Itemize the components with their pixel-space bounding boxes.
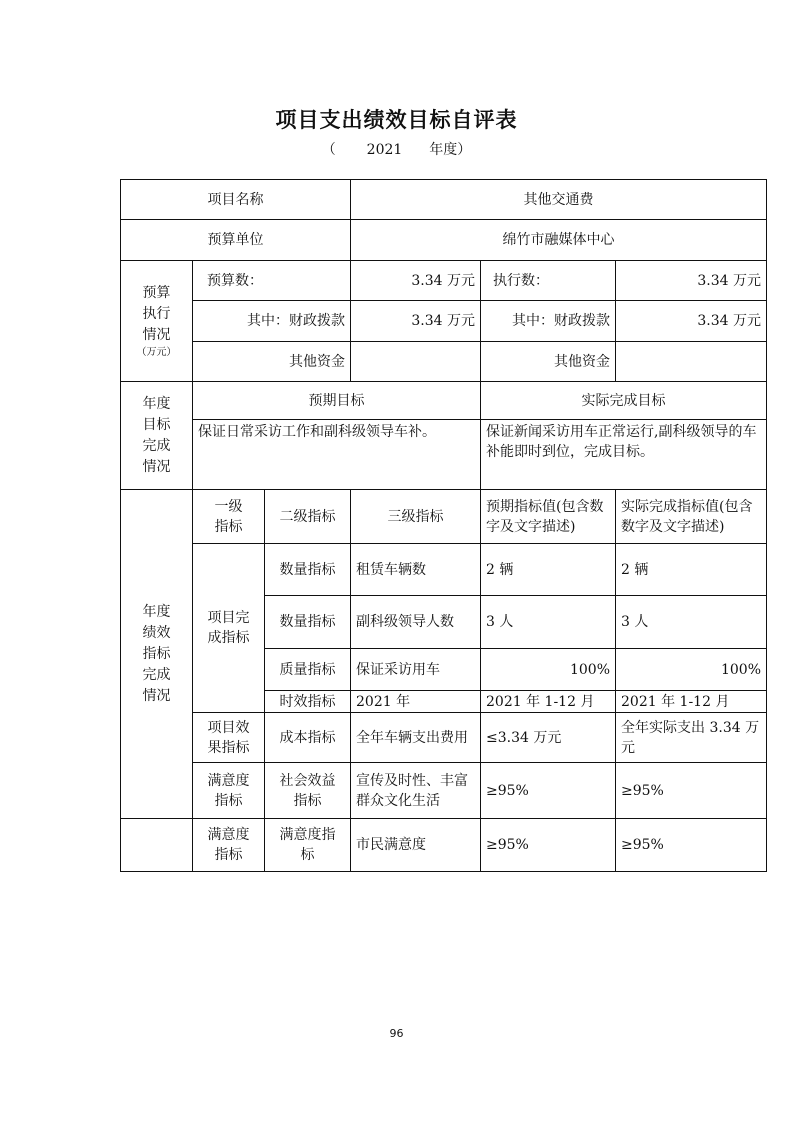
indicator-header-row — [121, 490, 767, 544]
actual-goal-text: 保证新闻采访用车正常运行,副科级领导的车补能即时到位，完成目标。 — [481, 420, 767, 490]
project-name-value: 其他交通费 — [351, 180, 767, 220]
year-close: 年度） — [429, 142, 472, 158]
indicator-level2: 数量指标 — [265, 596, 351, 649]
fiscal-row — [121, 301, 767, 342]
other-funds-exec-value — [616, 342, 767, 382]
page-title: 项目支出绩效目标自评表 — [275, 108, 518, 132]
citizen-satisfaction-row — [121, 819, 767, 872]
indicator-actual: 2021 年 1-12 月 — [616, 691, 767, 713]
completion-group-label: 项目完成指标 — [193, 544, 265, 713]
indicator-level3: 保证采访用车 — [351, 649, 481, 691]
budget-exec-line-1: 预算 — [142, 284, 171, 301]
year-value: 2021 — [366, 142, 403, 158]
indicator-level2: 质量指标 — [265, 649, 351, 691]
goal-text-row — [121, 420, 767, 490]
indicator-level2: 时效指标 — [265, 691, 351, 713]
year-open: （ — [321, 142, 336, 158]
effect-row — [121, 713, 767, 763]
indicator-level3: 2021 年 — [351, 691, 481, 713]
page-number: 96 — [389, 1027, 404, 1040]
budget-exec-label — [121, 261, 193, 382]
expected-goal-text: 保证日常采访工作和副科级领导车补。 — [193, 420, 481, 490]
perf-line-5: 情况 — [142, 687, 171, 704]
budget-amount-row — [121, 261, 767, 301]
annual-goal-line-3: 完成 — [142, 437, 171, 454]
satisfaction-level3: 宣传及时性、丰富群众文化生活 — [351, 763, 481, 819]
annual-goal-line-1: 年度 — [142, 395, 171, 412]
indicator-actual: 2 辆 — [616, 544, 767, 596]
indicator-actual: 100% — [616, 649, 767, 691]
goal-header-row — [121, 382, 767, 420]
project-name-row — [121, 180, 767, 220]
other-funds-budget-value — [351, 342, 481, 382]
other-funds-exec-label: 其他资金 — [481, 342, 616, 382]
citizen-satisfaction-level3: 市民满意度 — [351, 819, 481, 872]
indicator-level2: 数量指标 — [265, 544, 351, 596]
other-funds-row — [121, 342, 767, 382]
actual-value-header: 实际完成指标值(包含数字及文字描述) — [616, 490, 767, 544]
other-funds-label: 其他资金 — [193, 342, 351, 382]
satisfaction-actual: ≥95% — [616, 763, 767, 819]
indicator-expected: 2 辆 — [481, 544, 616, 596]
executed-value: 3.34 万元 — [616, 261, 767, 301]
annual-goal-line-2: 目标 — [142, 416, 171, 433]
fiscal-budget-label: 其中：财政拨款 — [193, 301, 351, 342]
actual-goal-header: 实际完成目标 — [481, 382, 767, 420]
citizen-satisfaction-actual: ≥95% — [616, 819, 767, 872]
level3-header: 三级指标 — [351, 490, 481, 544]
satisfaction-level2: 社会效益指标 — [265, 763, 351, 819]
budget-amount-label: 预算数： — [193, 261, 351, 301]
fiscal-exec-label: 其中：财政拨款 — [481, 301, 616, 342]
expected-goal-header: 预期目标 — [193, 382, 481, 420]
indicator-actual: 3 人 — [616, 596, 767, 649]
self-evaluation-table — [120, 179, 767, 872]
budget-exec-line-2: 执行 — [142, 305, 171, 322]
budget-amount-value: 3.34 万元 — [351, 261, 481, 301]
satisfaction-level1: 满意度指标 — [193, 763, 265, 819]
satisfaction-expected: ≥95% — [481, 763, 616, 819]
empty-side-cell — [121, 819, 193, 872]
perf-label — [121, 490, 193, 819]
level2-header: 二级指标 — [265, 490, 351, 544]
citizen-satisfaction-expected: ≥95% — [481, 819, 616, 872]
fiscal-budget-value: 3.34 万元 — [351, 301, 481, 342]
effect-expected: ≤3.34 万元 — [481, 713, 616, 763]
fiscal-exec-value: 3.34 万元 — [616, 301, 767, 342]
indicator-expected: 2021 年 1-12 月 — [481, 691, 616, 713]
effect-level3: 全年车辆支出费用 — [351, 713, 481, 763]
perf-line-4: 完成 — [142, 666, 171, 683]
satisfaction-row — [121, 763, 767, 819]
year-line — [0, 139, 793, 159]
indicator-expected: 3 人 — [481, 596, 616, 649]
budget-unit-row — [121, 220, 767, 261]
indicator-row — [121, 544, 767, 596]
perf-line-2: 绩效 — [142, 624, 171, 641]
executed-label: 执行数： — [481, 261, 616, 301]
indicator-level3: 副科级领导人数 — [351, 596, 481, 649]
citizen-satisfaction-level2: 满意度指标 — [265, 819, 351, 872]
effect-level1: 项目效果指标 — [193, 713, 265, 763]
expected-value-header: 预期指标值(包含数字及文字描述) — [481, 490, 616, 544]
annual-goal-label — [121, 382, 193, 490]
citizen-satisfaction-level1: 满意度指标 — [193, 819, 265, 872]
level1-header: 一级指标 — [193, 490, 265, 544]
annual-goal-line-4: 情况 — [142, 458, 171, 475]
budget-unit-label: 预算单位 — [121, 220, 351, 261]
budget-unit-value: 绵竹市融媒体中心 — [351, 220, 767, 261]
effect-actual: 全年实际支出 3.34 万元 — [616, 713, 767, 763]
budget-exec-line-3: 情况 — [142, 326, 171, 343]
indicator-expected: 100% — [481, 649, 616, 691]
effect-level2: 成本指标 — [265, 713, 351, 763]
indicator-level3: 租赁车辆数 — [351, 544, 481, 596]
perf-line-1: 年度 — [142, 603, 171, 620]
budget-exec-unit: （万元） — [136, 346, 177, 358]
perf-line-3: 指标 — [142, 645, 171, 662]
project-name-label: 项目名称 — [121, 180, 351, 220]
